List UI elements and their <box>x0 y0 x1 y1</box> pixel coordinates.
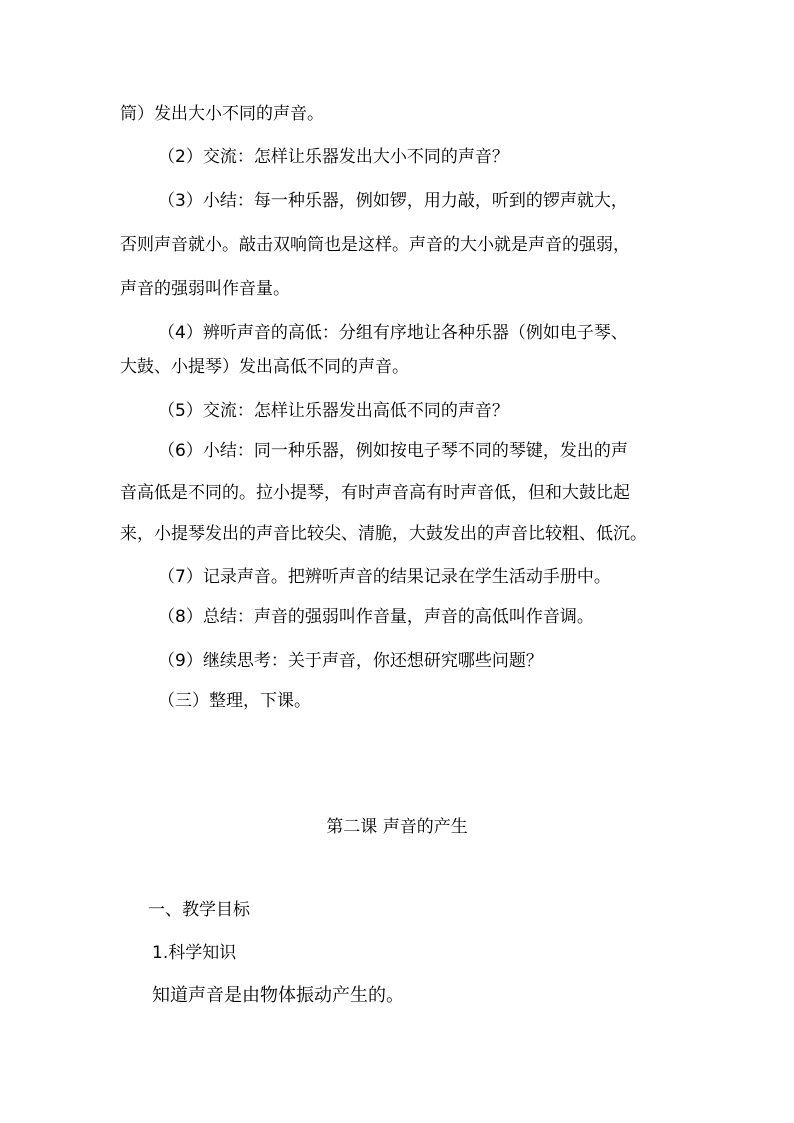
section-heading: 一、教学目标 <box>148 900 250 920</box>
paragraph-line: （7）记录声音。把辨听声音的结果记录在学生活动手册中。 <box>158 567 611 587</box>
paragraph-line: 音高低是不同的。拉小提琴，有时声音高有时声音低，但和大鼓比起 <box>120 483 630 503</box>
paragraph-line: （3）小结：每一种乐器，例如锣，用力敲，听到的锣声就大， <box>158 191 628 211</box>
paragraph-line: （4）辨听声音的高低：分组有序地让各种乐器（例如电子琴、 <box>158 323 628 343</box>
paragraph-line: （8）总结：声音的强弱叫作音量，声音的高低叫作音调。 <box>158 607 594 627</box>
body-text: 知道声音是由物体振动产生的。 <box>152 985 404 1006</box>
subsection-heading: 1.科学知识 <box>152 943 237 963</box>
paragraph-line: （6）小结：同一种乐器，例如按电子琴不同的琴键，发出的声 <box>158 441 628 461</box>
paragraph-line: （2）交流：怎样让乐器发出大小不同的声音？ <box>158 147 509 167</box>
paragraph-line: （9）继续思考：关于声音，你还想研究哪些问题？ <box>158 651 543 671</box>
paragraph-line: 大鼓、小提琴）发出高低不同的声音。 <box>120 357 409 377</box>
lesson-title: 第二课 声音的产生 <box>326 817 468 837</box>
paragraph-line: （5）交流：怎样让乐器发出高低不同的声音？ <box>158 401 509 421</box>
paragraph-line: 否则声音就小。敲击双响筒也是这样。声音的大小就是声音的强弱， <box>120 235 630 255</box>
paragraph-line: 来，小提琴发出的声音比较尖、清脆，大鼓发出的声音比较粗、低沉。 <box>120 524 647 544</box>
paragraph-line: 筒）发出大小不同的声音。 <box>120 104 324 124</box>
paragraph-line: 声音的强弱叫作音量。 <box>120 279 290 299</box>
paragraph-line: （三）整理，下课。 <box>158 691 311 711</box>
